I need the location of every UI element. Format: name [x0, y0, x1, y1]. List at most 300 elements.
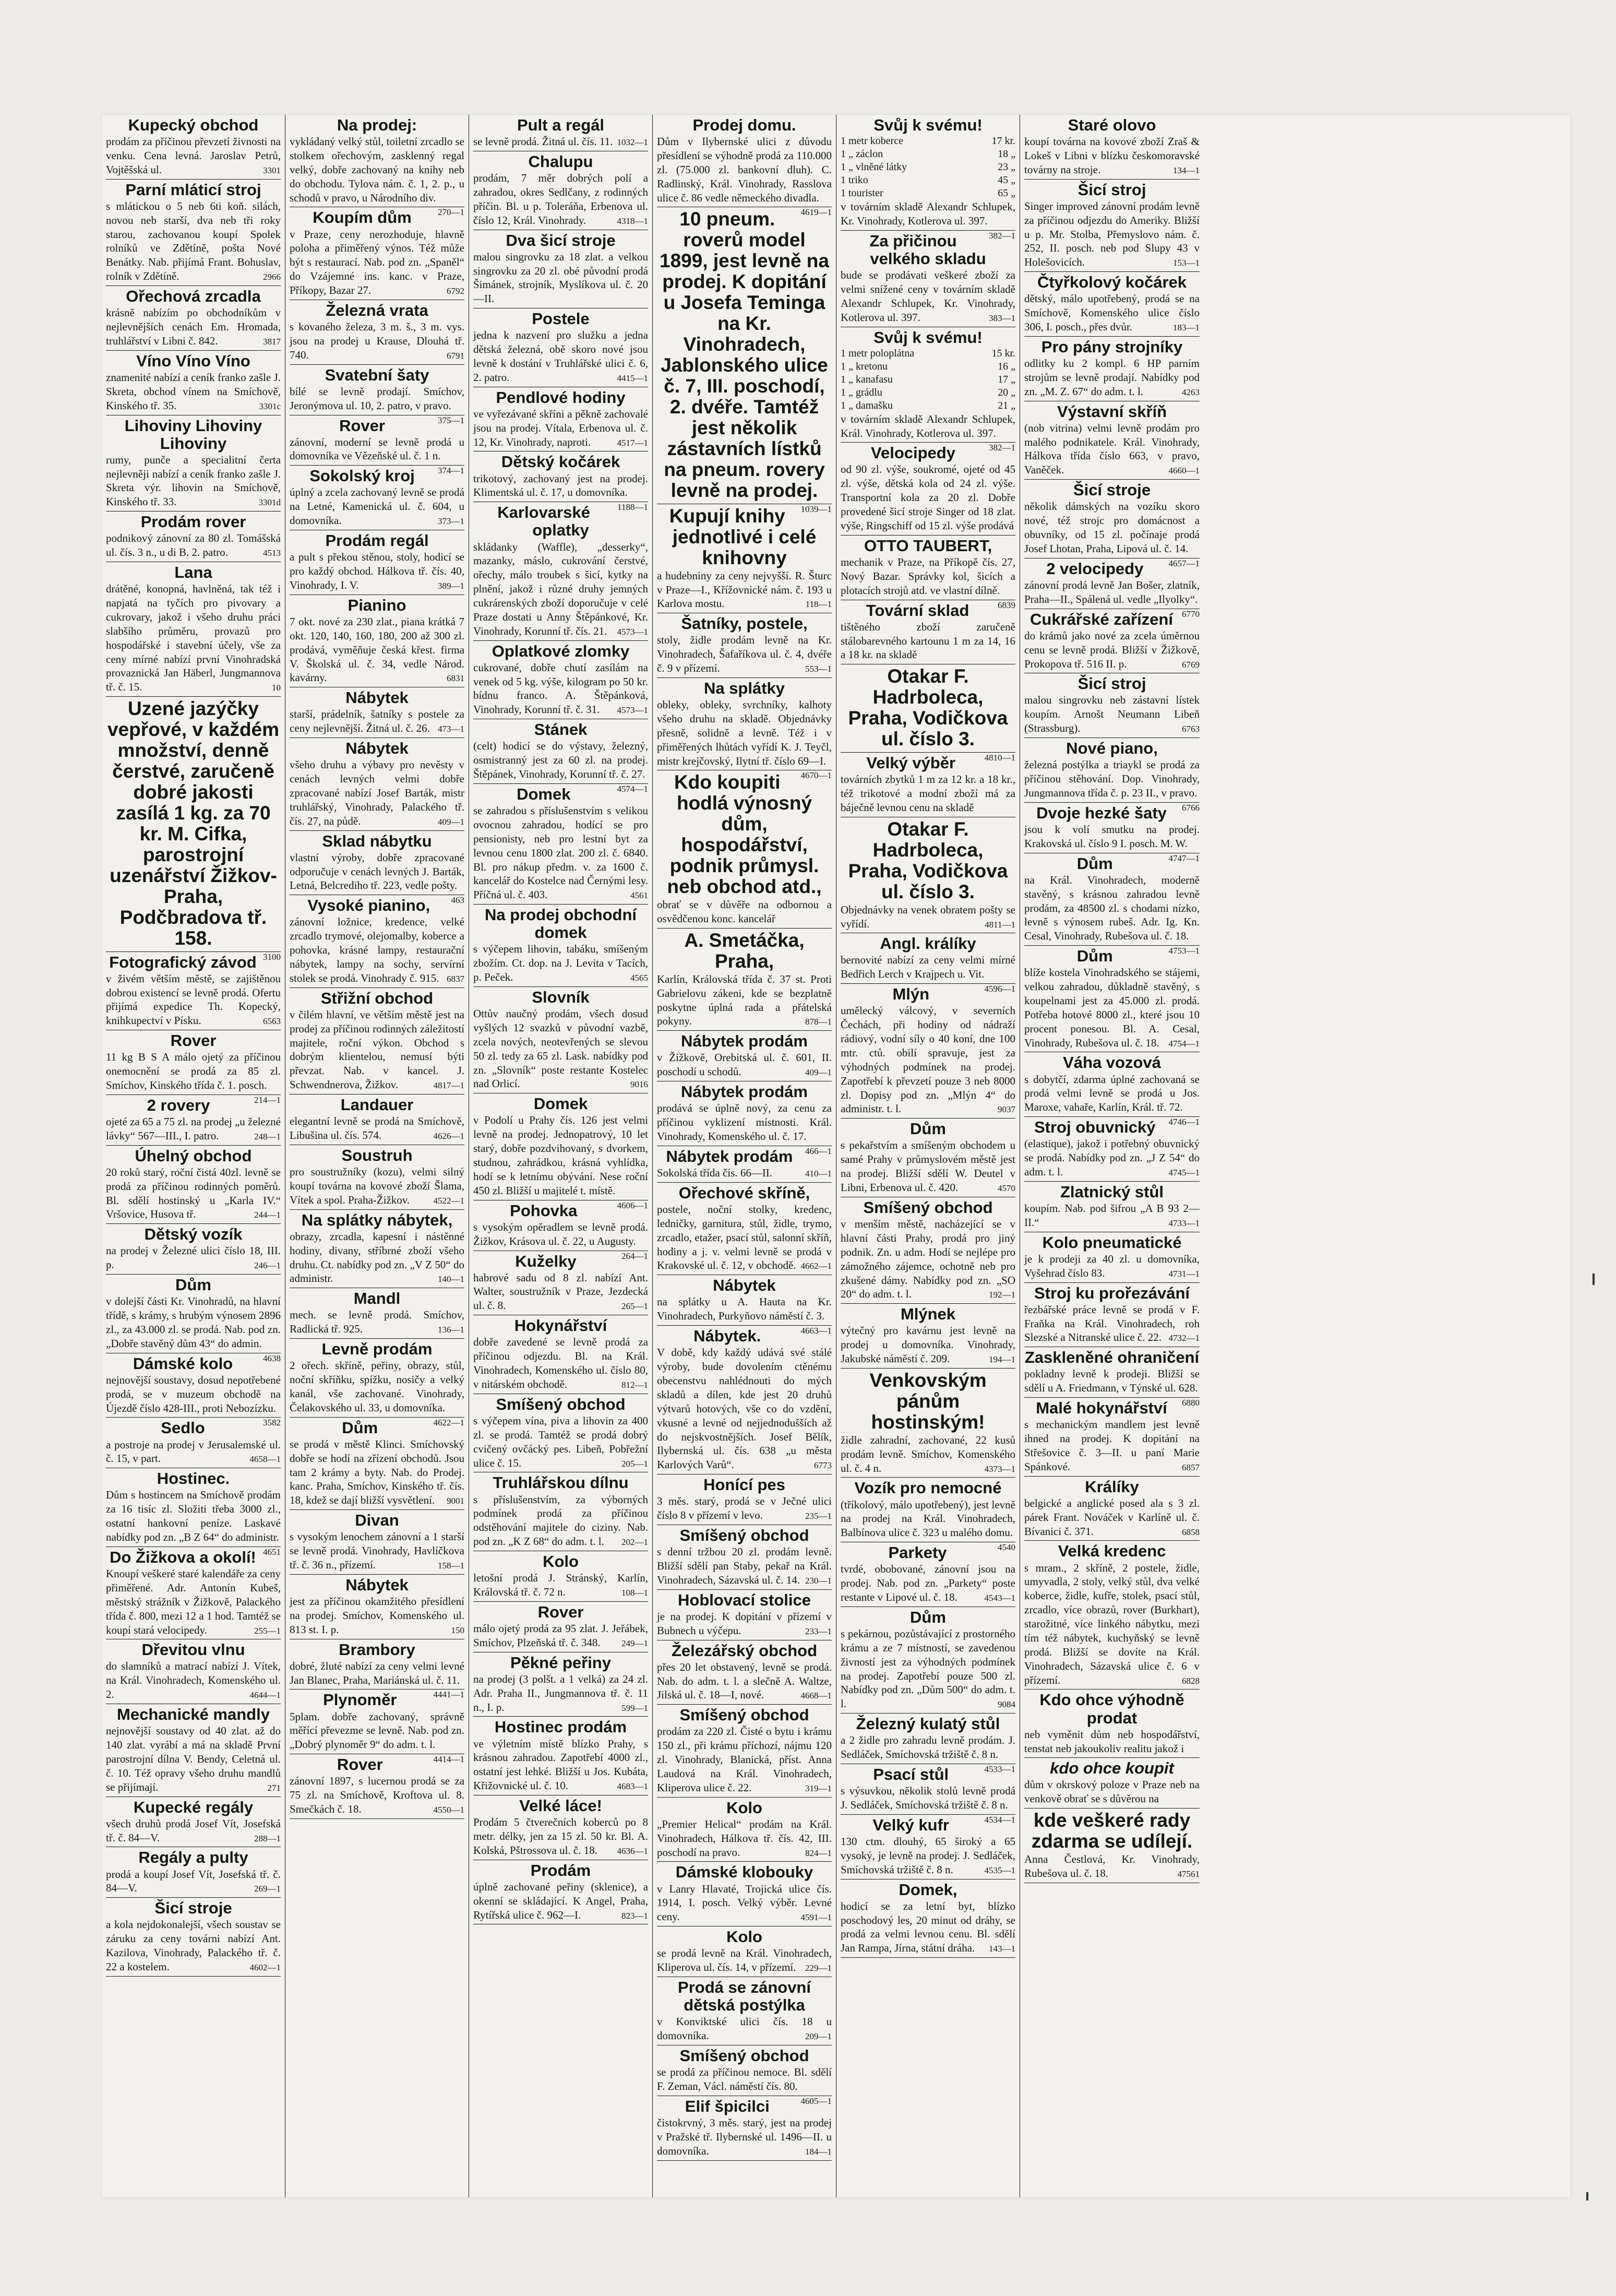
ad-headline: Nábytek — [345, 1575, 409, 1594]
ad-body: v Lanry Hlavaté, Trojická ulice čís. 1914, I. posch. Velký výběr. Levné ceny. — [657, 1882, 832, 1923]
classified-ad — [290, 1418, 464, 1510]
ad-reference-number: 319—1 — [805, 1783, 832, 1793]
ad-headline: Čtyřkolový kočárek — [1037, 273, 1187, 292]
ad-headline: Šicí stroje — [1073, 481, 1151, 499]
ad-body: s dobytčí, zdarma úplné zachovaná se prodá velmi levně se prodá u Jos. Maroxe, vahaře, Karlín, Král. tř. 72. — [1024, 1073, 1200, 1114]
ad-headline: Dva šicí stroje — [506, 231, 616, 249]
ad-reference-number: 9016 — [630, 1079, 648, 1090]
ad-body: řezbářské práce levně se prodá v F. Fraňka na Král. Vinohradech, roh Slezské a Nitranské ulice č. 22. — [1024, 1303, 1200, 1344]
ad-headline: Mlýn — [892, 985, 930, 1004]
ad-headline: 2 rovery — [147, 1096, 210, 1114]
classified-ad — [473, 987, 648, 1093]
classified-ad — [473, 1602, 648, 1652]
ad-headline: Výstavní skříň — [1057, 402, 1167, 421]
classified-ad — [657, 613, 832, 678]
price-item: 1 „ vlněné látky — [841, 161, 907, 173]
ad-body: obrazy, zrcadla, kapesní i nástěnné hodiny, divany, stříbrné zboží všeho druhu. Ct. nabídky pod zn. „V Z 50“ do administr. — [290, 1230, 464, 1285]
ad-body: Ottův naučný prodám, všech dosud vyšlých 12 svazků v původní vazbě, zcela nových, neotevřených se slevou 50 zl. tedy za 65 zl. Lask. nabídky pod zn. „Slovník“ poste restante Kostelec nad Orlicí. — [473, 1007, 648, 1090]
classified-ad — [473, 1652, 648, 1717]
ad-body: zánovní, moderní se levně prodá u domovníka ve Vězeňské ul. č. 1 n. — [290, 435, 464, 462]
ad-body: bude se prodávati veškeré zboží za velmi snížené ceny v továrním skladě Alexandr Schlupek, Kr. Vinohrady, Kotlerova ul. 397. — [841, 269, 1015, 324]
ad-body: úplný a zcela zachovaný levně se prodá na Letné, Kamenická ul. č. 604, u domovníka. — [290, 486, 464, 527]
ad-headline: Dům — [1076, 947, 1113, 966]
ad-body: prodá a koupí Josef Vít, Josefská tř. č. 84—V. — [106, 1867, 281, 1895]
ad-body: podnikový zánovní za 80 zl. Tomášská ul. čís. 3 n., u di B. 2. patro. — [106, 532, 281, 559]
classified-ad — [1024, 673, 1200, 738]
ad-body: Knoupí veškeré staré kalendáře za ceny přiměřené. Adr. Antonín Kubeš, městský strážník v Žižkově, Palackého třída č. 800, mezi 12 a 1 hod. Tamtéž se koupí stará velocipedy. — [106, 1567, 281, 1636]
price-value: 17 „ — [998, 373, 1015, 385]
ad-reference-number: 249—1 — [621, 1638, 648, 1648]
ad-headline: Železný kulatý stůl — [856, 1715, 1000, 1733]
classified-ad — [1024, 1398, 1200, 1477]
price-row — [841, 174, 1015, 187]
classified-ad — [106, 1547, 281, 1639]
classified-ad — [1024, 1809, 1200, 1883]
ad-body: s vysokým lenochem zánovní a 1 starší se levně prodá. Vinohrady, Havlíčkova tř. č. 36 n., přízemí. — [290, 1530, 464, 1571]
classified-ad — [106, 1704, 281, 1797]
ad-body: trikotový, zachovaný jest na prodej. Klimentská ul. č. 17, u domovníka. — [473, 472, 648, 499]
ad-reference-number: 10 — [272, 683, 281, 693]
ad-body: nejnovější soustavy od 40 zlat. až do 140 zlat. vyrábí a má na skladě První parostrojní dílna V. Bendy, Celetná ul. č. 10. Též opravy všeho druhu mandlů se přijímají. — [106, 1724, 281, 1793]
classified-ad — [1024, 1052, 1200, 1127]
ad-body: pro soustružníky (kozu), velmi silný koupí továrna na kovové zboží Šlama, Vítek a spol. Praha-Žižkov. — [290, 1165, 464, 1206]
ad-reference-number: 4517—1 — [617, 437, 648, 448]
ad-body: dětský, málo upotřebený, prodá se na Smíchově, Komenského ulice číslo 306, I. posch., přes dvůr. — [1024, 292, 1200, 334]
ad-headline: Na splátky nábytek, — [301, 1210, 453, 1229]
ad-body: několik dámských na vozíku skoro nové, též strojc pro domácnost a obuvníky, od 15 zl. počínaje prodá Josef Lhotan, Praha, Lipová ul. č. 14. — [1024, 500, 1200, 555]
classified-ad — [657, 115, 832, 218]
ad-headline: Plynoměr — [323, 1691, 397, 1709]
price-item: 1 „ záclon — [841, 148, 883, 160]
ad-reference-number: 4561 — [630, 890, 648, 901]
classified-ad — [841, 1119, 1015, 1197]
ad-headline: Pendlové hodiny — [496, 388, 626, 407]
price-row — [841, 187, 1015, 200]
ad-body: a kola nejdokonalejší, všech soustav se záruku za ceny továrni nabízí Ant. Kazilova, Vinohrady, Palackého tř. č. 22 a kostelem. — [106, 1918, 281, 1973]
classified-ad — [657, 1031, 832, 1081]
ad-body: vlastní výroby, dobře zpracované odporučuje v cenách levných J. Barták, Letná, Belcrediho tř. 223, vedle pošty. — [290, 851, 464, 892]
ad-headline: Hokynářství — [514, 1316, 607, 1335]
ad-body: na Král. Vinohradech, moderně stavěný, s krásnou zahradou levně prodám, za 48500 zl. s chodami nízko, levně s výnosem rubeš. Adr. Ig. Kn. Cesal, Vinohrady, Rubešova ul. č. 18. — [1024, 873, 1200, 943]
ad-headline: Velký kufr — [872, 1815, 949, 1834]
ad-body: všech druhů prodá Josef Vít, Josefská tř. č. 84—V. — [106, 1817, 281, 1844]
classified-ad — [106, 1146, 281, 1224]
classified-ad — [290, 988, 464, 1095]
ad-reference-number: 823—1 — [621, 1910, 648, 1921]
ad-headline: Šicí stroje — [154, 1899, 232, 1918]
ad-headline: Divan — [355, 1511, 399, 1530]
classified-ad — [106, 511, 281, 562]
ad-headline: Dřevitou vlnu — [141, 1640, 245, 1659]
classified-ad — [290, 1288, 464, 1339]
ad-body: jest za příčinou okamžitého přesídlení na prodej. Smíchov, Komenského ul. 813 st. I. p. — [290, 1595, 464, 1636]
ad-reference-number: 4318—1 — [617, 216, 648, 226]
classified-ad — [841, 443, 1015, 535]
ad-reference-number: 3100 — [263, 951, 281, 962]
ad-headline: Kdo koupiti hodlá výnosný dům, hospodářství, podnik průmysl. neb obchod atd., — [667, 771, 822, 898]
ad-reference-number: 209—1 — [805, 2031, 832, 2042]
ad-headline: Malé hokynářství — [1036, 1399, 1167, 1418]
ad-body: prodává se úplně nový, za cenu za příčinou vyklizení místnosti. Král. Vinohrady, Komenského ul. č. 17. — [657, 1102, 832, 1143]
ad-headline: Smíšený obchod — [679, 1526, 809, 1545]
ad-body: 20 roků starý, roční čistá 40zl. levně se prodá za příčinou rodinných poměrů. Bl. sdělí hostinský u „Karla IV.“ Vršovice, Husova tř. — [106, 1165, 281, 1221]
ad-body: hodicí se za letní byt, blízko poschodový les, 20 minut od dráhy, se prodá za velmi levnou cenu. Bl. sdělí Jan Rampa, Jírna, státní dráha. — [841, 1899, 1015, 1955]
ad-headline: Pro pány strojníky — [1041, 337, 1183, 356]
ad-reference-number: 47561 — [1177, 1869, 1200, 1879]
classified-ad — [106, 115, 281, 180]
ad-reference-number: 4619—1 — [800, 207, 832, 218]
ad-headline: Rover — [537, 1602, 584, 1621]
ad-headline: Pult a regál — [517, 116, 605, 134]
ad-headline: Stroj ku prořezávání — [1034, 1283, 1190, 1302]
ad-headline: Do Žižkova a okolí! — [110, 1548, 256, 1566]
price-value: 17 kr. — [991, 135, 1015, 147]
ad-headline: Nábytek prodám — [666, 1147, 793, 1165]
ad-reference-number: 136—1 — [438, 1325, 464, 1335]
ad-headline: Svůj k svému! — [873, 116, 983, 134]
column-2 — [285, 115, 469, 2197]
ad-body-address: v továrním skladě Alexandr Schlupek, Kr. Vinohrady, Kotlerova ul. 397. — [841, 200, 1015, 227]
ad-body: v Praze, ceny nerozhoduje, hlavně poloha a přiměřený výnos. Též může být s restaurací. Nab. pod zn. „Spaněl“ do Vzájemné ins. kanc. v Praze, Příkopy, Bazar 27. — [290, 228, 464, 297]
ad-reference-number: 410—1 — [805, 1169, 832, 1179]
ad-headline: Nové piano, — [1066, 739, 1158, 758]
ad-headline: Pianino — [348, 596, 406, 614]
ad-headline: Mandl — [353, 1289, 401, 1308]
ad-body: s mram., 2 skříně, 2 postele, židle, umyvadla, 2 stoly, velký stůl, dva velké koberce, židle, kufře, stolek, psací stůl, zrcadlo, více obrazů, rover (Burkhart), starožitné, více linkého nábytku, mezi tím též nábytek, kuchyňský se levně prodá. Bližší se dovíte na Král. Vinohradech, Sázavská ulice č. 6 v přízemí. — [1024, 1561, 1200, 1686]
ad-body: rumy, punče a specialitní čerta nejlevněji nabízí a ceník franko zašle J. Skreta výr. lihovin na Smíchově, Kinského tř. 33. — [106, 453, 281, 508]
ad-body: a postroje na prodej v Jerusalemské ul. č. 15, v part. — [106, 1438, 281, 1465]
ad-reference-number: 194—1 — [989, 1354, 1015, 1365]
ad-body: málo ojetý prodá za 95 zlat. J. Jeřábek, Smíchov, Plzeňská tř. č. 348. — [473, 1622, 648, 1649]
classified-ad — [657, 1081, 832, 1156]
price-row — [841, 347, 1015, 360]
ad-body: tištěného zboží zaručeně stálobarevného kartounu 1 m za 14, 16 a 18 kr. na skladě — [841, 620, 1015, 661]
ad-headline: Kolo — [543, 1552, 579, 1571]
classified-ad — [657, 770, 832, 928]
ad-headline: Smíšený obchod — [863, 1198, 993, 1217]
ad-reference-number: 4732—1 — [1168, 1333, 1200, 1343]
price-value: 20 „ — [998, 386, 1015, 398]
ad-headline: Slovník — [532, 988, 590, 1006]
ad-headline: Domek — [517, 784, 571, 803]
ad-body: v živém větším městě, se zajištěnou dobrou existencí se levně prodá. Ofertu přijímá expedice Th. Kopecký, knihkupectví v Písku. — [106, 972, 281, 1027]
ad-reference-number: 4636—1 — [617, 1846, 648, 1856]
ad-headline: Váha vozová — [1063, 1053, 1161, 1072]
ad-headline: Truhlářskou dílnu — [493, 1473, 629, 1492]
classified-ad — [290, 1510, 464, 1575]
ad-headline: Nábytek — [345, 739, 409, 758]
ad-body: 7 okt. nové za 230 zlat., piana krátká 7 okt. 120, 140, 160, 180, 200 až 300 zl. prodává, vyměňuje česká křest. firma V. Školská ul. č. 34, vedle Národ. kavárny. — [290, 615, 464, 684]
classified-ad — [473, 1717, 648, 1795]
ad-body: mech. se levně prodá. Smíchov, Radlická tř. 925. — [290, 1308, 464, 1336]
ad-headline: Regály a pulty — [138, 1848, 248, 1867]
ad-reference-number: 269—1 — [254, 1884, 281, 1894]
ad-headline: Dámské kolo — [133, 1354, 233, 1373]
ad-reference-number: 230—1 — [805, 1575, 832, 1586]
classified-ad — [1024, 480, 1200, 568]
ad-reference-number: 4414—1 — [433, 1754, 464, 1765]
ad-reference-number: 4573—1 — [617, 705, 648, 716]
classified-ad — [841, 536, 1015, 610]
ad-headline: Ořechové skříně, — [678, 1183, 810, 1202]
classified-ad — [657, 1183, 832, 1275]
classified-ad — [657, 1926, 832, 1977]
ad-headline: Prodám regál — [325, 531, 429, 550]
ad-body: se prodá levně na Král. Vinohradech, Kliperova ul. čís. 14, v přízemí. — [657, 1947, 832, 1974]
classified-ad — [841, 115, 1015, 241]
ad-headline: Smíšený obchod — [679, 2046, 809, 2065]
ad-reference-number: 265—1 — [621, 1301, 648, 1312]
price-item: 1 tourister — [841, 187, 883, 199]
price-row — [841, 399, 1015, 412]
ad-reference-number: 6831 — [447, 673, 464, 684]
price-item: 1 „ kanafasu — [841, 373, 893, 385]
classified-ad — [106, 415, 281, 512]
price-value: 23 „ — [998, 161, 1015, 173]
ad-reference-number: 158—1 — [438, 1561, 464, 1571]
ad-reference-number: 373—1 — [438, 516, 464, 527]
classified-ad — [290, 738, 464, 830]
ad-headline: Dům — [910, 1120, 946, 1138]
ad-reference-number: 4663—1 — [800, 1326, 832, 1336]
price-item: 1 metr koberce — [841, 135, 903, 147]
ad-headline: A. Smetáčka, Praha, — [684, 929, 805, 972]
ad-body: ojeté za 65 a 75 zl. na prodej „u železné lávky“ 567—III., I. patro. — [106, 1115, 281, 1142]
classified-ad — [657, 207, 832, 514]
ad-reference-number: 4602—1 — [249, 1962, 281, 1972]
classified-ad — [290, 895, 464, 988]
ad-headline: Pěkné peřiny — [510, 1653, 611, 1672]
ad-body: čistokrvný, 3 měs. starý, jest na prodej v Pražské tř. Ilybernské ul. 1496—II. u domovníka. — [657, 2116, 832, 2157]
ad-headline: Otakar F. Hadrboleca, Praha, Vodičkova ul. číslo 3. — [848, 665, 1008, 750]
price-value: 65 „ — [998, 187, 1015, 199]
ad-headline: Hostinec prodám — [494, 1718, 627, 1736]
ad-body: Objednávky na venek obratem pošty se vyřídí. — [841, 903, 1015, 930]
scan-margin-mark — [1593, 1274, 1595, 1285]
classified-ad — [657, 1862, 832, 1926]
classified-ad — [473, 1795, 648, 1860]
ad-headline: Cukrářské zařízení — [1030, 610, 1173, 628]
classified-ad — [657, 1474, 832, 1525]
ad-body: cukrované, dobře chutí zasílám na venek od 5 kg. výše, kilogram po 50 kr. bídnu franco. A. Štěpánková, Vinohrady, Korunní tř. č. 31. — [473, 661, 648, 716]
ad-headline: Šatníky, postele, — [681, 614, 808, 633]
ad-headline: Nábytek — [713, 1276, 776, 1295]
ad-headline: Kupecký obchod — [128, 116, 259, 134]
classified-ad — [657, 1275, 832, 1336]
ad-reference-number: 6563 — [263, 1016, 281, 1027]
ad-headline: Chalupu — [528, 152, 593, 171]
ad-reference-number: 553—1 — [805, 664, 832, 674]
ad-reference-number: 6858 — [1182, 1527, 1200, 1537]
ad-body: úplně zachované peřiny (sklenice), a okenní se skládající. K Angel, Praha, Rytířská ulice č. 962—I. — [473, 1880, 648, 1921]
ad-headline: Dům — [1076, 854, 1113, 873]
ad-headline: Uzené jazýčky vepřové, v každém množství, denně čerstvé, zaručeně dobré jakosti zasílá 1 kg. za 70 kr. M. Cifka, parostrojní uzenářství Žižkov-Praha, Podčbradova tř. 158. — [107, 698, 280, 949]
ad-body: prodám, 7 měr dobrých polí a zahradou, okres Sedlčany, z rodinných příčin. Bl. u p. Toleráňa, Erbenova ul. číslo 12, Král. Vinohrady. — [473, 172, 648, 227]
ad-body: Anna Čestlová, Kr. Vinohrady, Rubešova ul. č. 18. — [1024, 1853, 1200, 1879]
ad-body: Karlín, Královská třída č. 37 st. Proti Gabrielovu zákeni, kde se bezplatně poskytne úplná rada a přátelská pokyny. — [657, 972, 832, 1028]
classified-ad — [1024, 1283, 1200, 1348]
ad-reference-number: 812—1 — [621, 1379, 648, 1390]
ad-headline: Dům — [910, 1608, 946, 1626]
ad-reference-number: 4638 — [263, 1353, 281, 1363]
ad-body: neb vyměnit dům neb hospodářství, tenstat neb jakoukoliv realitu jakož i — [1024, 1728, 1200, 1755]
ad-body: Prodám 5 čtverečních koberců po 8 metr. délky, jen za 15 zl. 50 kr. Bl. A. Kolská, Pštrossova ul. č. 18. — [473, 1816, 648, 1857]
ad-reference-number: 466—1 — [805, 1146, 832, 1156]
ad-reference-number: 6839 — [998, 600, 1015, 610]
column-1 — [102, 115, 285, 2197]
price-row — [841, 373, 1015, 386]
ad-headline: Prodám rover — [140, 513, 246, 531]
price-value: 21 „ — [998, 399, 1015, 411]
ad-reference-number: 1032—1 — [617, 137, 648, 148]
classified-ad — [473, 1394, 648, 1473]
ad-headline: Nábytek prodám — [681, 1032, 808, 1051]
ad-body: zánovní prodá levně Jan Bošer, zlatník, Praha—II., Spálená ul. vedle „Ilyolky“. — [1024, 578, 1200, 605]
ad-headline: Prodej domu. — [692, 116, 796, 134]
ad-headline: Honící pes — [703, 1476, 785, 1494]
ad-headline: Smíšený obchod — [496, 1395, 626, 1413]
classified-ad — [106, 1797, 281, 1848]
ad-body: Dům v Ilybernské ulici z důvodu přesídlení se výhodně prodá za 110.000 zl. (75.000 zl. bankovní dluh). C. Radlinský, Král. Vinohrady, Rasslova ulice č. 86 vedle německého divadla. — [657, 135, 832, 204]
classified-ad — [841, 1607, 1015, 1714]
ad-reference-number: 248—1 — [254, 1131, 281, 1141]
ad-body: koupím. Nab. pod šifrou „A B 93 2—II.“ — [1024, 1202, 1200, 1229]
ad-body: se levně prodá. Žitná ul. čís. 11. — [473, 135, 613, 148]
classified-ad — [1024, 946, 1200, 1052]
price-row — [841, 161, 1015, 174]
ad-headline: Parkety — [888, 1543, 947, 1562]
ad-reference-number: 202—1 — [621, 1537, 648, 1548]
ad-headline: Dětský kočárek — [501, 453, 620, 471]
ad-reference-number: 374—1 — [438, 466, 464, 476]
ad-reference-number: 4441—1 — [433, 1690, 464, 1700]
ad-body: s pekařstvím a smíšeným obchodem u samé Prahy v průmyslovém městě jest na prodej. Bližší sdělí W. Deutel v Libni, Erbenova ul. č. 420. — [841, 1139, 1015, 1194]
ad-headline: Venkovským pánům hostinským! — [869, 1369, 987, 1433]
ad-reference-number: 4810—1 — [984, 753, 1015, 763]
ad-reference-number: 4415—1 — [617, 373, 648, 383]
ad-body: prodám za příčinou převzetí živnosti na venku. Cena levná. Jaroslav Petrů, Vojtěšská ul. — [106, 135, 281, 176]
ad-reference-number: 4565 — [630, 973, 648, 983]
classified-ad — [657, 1640, 832, 1705]
classified-ad — [1024, 1232, 1200, 1283]
ad-headline: Hoblovací stolice — [678, 1590, 811, 1609]
ad-reference-number: 184—1 — [805, 2146, 832, 2157]
ad-reference-number: 3301d — [258, 497, 281, 508]
ad-reference-number: 6837 — [447, 973, 464, 984]
ad-reference-number: 4622—1 — [433, 1417, 464, 1427]
classified-ad — [290, 1145, 464, 1210]
ad-headline: kde veškeré rady zdarma se udílejí. — [1031, 1810, 1193, 1852]
ad-body: v menším městě, nacházející se v hlavní části Prahy, prodá pro jiný podnik. Zn. u adm. Hodí se nejlépe pro zámožného zájemce, ochotně neb pro zkušené dámy. Nabídky pod zn. „SO 20“ do adm. t. l. — [841, 1218, 1015, 1301]
classified-ad — [841, 231, 1015, 327]
ad-headline: kdo ohce koupit — [1050, 1759, 1174, 1778]
classified-ad — [1024, 803, 1200, 863]
ad-reference-number: 6770 — [1182, 609, 1200, 619]
ad-reference-number: 375—1 — [438, 415, 464, 425]
ad-body: s výsuvkou, několik stolů levně prodá J. Sedláček, Smíchovská tržiště č. 8 n. — [841, 1785, 1015, 1812]
classified-ad — [841, 1542, 1015, 1607]
ad-headline: Sklad nábytku — [322, 831, 432, 850]
ad-body: bernovité nabízí za ceny velmi mírné Bedřich Lerch v Krajpech u. Vit. — [841, 954, 1015, 981]
classified-ad — [1024, 180, 1200, 272]
ad-headline: Lihoviny Lihoviny Lihoviny — [124, 416, 262, 453]
ad-body: přes 20 let obstavený, levně se prodá. Nab. do adm. t. l. a slečně A. Waltze, Jilská ul. č. 18—I, nové. — [657, 1660, 832, 1702]
ad-body: ve výletním místě blízko Prahy, s krásnou zahradou. Zapotřebí 4000 zl., ostatní jest lehké. Bližší u Jos. Kubáta, Křižovnické ul. č. 10. — [473, 1737, 648, 1792]
classified-ad — [841, 1304, 1015, 1369]
classified-ad — [841, 600, 1015, 665]
classified-ad — [473, 784, 648, 905]
ad-reference-number: 409—1 — [805, 1067, 832, 1078]
ad-reference-number: 3301c — [259, 401, 281, 411]
classified-ad — [106, 562, 281, 697]
ad-body: v čilém hlavní, ve větším městě jest na prodej za příčinou rodinných záležitostí majitele, roční výkon. Obchod s dobrým klientelou, nemusí býti převzat. Nab. v kancel. J. Schwendnerova, Žižkov. — [290, 1008, 464, 1091]
ad-headline: Stánek — [534, 720, 588, 739]
classified-ad — [473, 1860, 648, 1925]
ad-headline: Svůj k svému! — [873, 328, 983, 347]
classified-ad — [290, 595, 464, 687]
ad-reference-number: 4668—1 — [800, 1691, 832, 1701]
ad-body: blíže kostela Vinohradského se stájemi, velkou zahradou, důkladně stavěný, s koupelnami jest za 45.000 zl. prodá. Potřeba hotové 8000 zl., které jsou 10 procent ponesou. Bl. A. Cesal, Vinohrady, Rubešova ul. č. 18. — [1024, 966, 1200, 1049]
ad-headline: Velocipedy — [871, 444, 955, 462]
ad-headline: Karlovarské oplatky — [497, 503, 590, 540]
classified-ad — [657, 1798, 832, 1862]
ad-body: a 2 židle pro zahradu levně prodám. J. Sedláček, Smíchovská tržiště č. 8 n. — [841, 1734, 1015, 1761]
ad-reference-number: 4605—1 — [800, 2096, 832, 2106]
ad-body: V době, kdy každý udává své stálé výroby, bude dovolením ctěnému obecenstvu nahlédnouti do mých skladů a dílen, kde jest 20 druhů výtvarů hotových, vše co do vzdění, vkusné a levné od nejjednodušších až do nejskvostnějších. Josef Bělík, Ilybernská ul. čís. 638 „u města Karlových Varů“. — [657, 1346, 832, 1471]
ad-reference-number: 229—1 — [805, 1963, 832, 1973]
classified-ad — [1024, 337, 1200, 401]
classified-ad — [290, 1210, 464, 1289]
ad-reference-number: 140—1 — [438, 1274, 464, 1284]
ad-headline: Landauer — [340, 1096, 414, 1114]
ad-body: 130 ctm. dlouhý, 65 široký a 65 vysoký, je levně na prodej. J. Sedláček, Smíchovská tržiště č. 8 n. — [841, 1835, 1015, 1876]
ad-body: 3 měs. starý, prodá se v Ječné ulici číslo 8 v přízemí v levo. — [657, 1495, 832, 1522]
ad-body: mechanik v Praze, na Příkopě čís. 27, Nový Bazar. Správky kol, šicích a plotacích strojů atd. ve vlastní dílně. — [841, 555, 1015, 597]
ad-headline: Nábytek prodám — [681, 1082, 808, 1101]
classified-ad — [1024, 1690, 1200, 1758]
ad-reference-number: 235—1 — [805, 1511, 832, 1521]
ad-reference-number: 4658—1 — [249, 1454, 281, 1465]
ad-body: s pekárnou, pozůstávající z prostorného krámu a ze 7 místností, se zavedenou živností jest za výhodných podmínek na prodej. Zapotřebí pouze 500 zl. Nabídky pod zn. „Dům 500“ do adm. t. l. — [841, 1627, 1015, 1710]
classified-ad — [657, 504, 832, 613]
ad-headline: 2 velocipedy — [1046, 559, 1144, 578]
ad-reference-number: 4657—1 — [1168, 558, 1200, 568]
ad-reference-number: 9001 — [447, 1496, 464, 1506]
ad-headline: Zlatnický stůl — [1060, 1182, 1164, 1201]
ad-body: do krámů jako nové za zcela úměrnou cenu se levně prodá. Bližší v Žižkově, Prokopova tř. 516 II. p. — [1024, 629, 1200, 670]
ad-body: 5plam. dobře zachovaný, správně měřící převezme se levně. Nab. pod zn. „Dobrý plynoměr 9“ do adm. t. l. — [290, 1710, 464, 1751]
ad-headline: Nábytek — [345, 688, 409, 707]
classified-ad — [473, 115, 648, 151]
price-value: 18 „ — [998, 148, 1015, 160]
ad-headline: OTTO TAUBERT, — [864, 536, 992, 555]
ad-reference-number: 9084 — [998, 1699, 1015, 1710]
ad-reference-number: 409—1 — [438, 816, 464, 827]
ad-reference-number: 4606—1 — [617, 1200, 648, 1210]
ad-headline: Dámské klobouky — [675, 1863, 813, 1882]
ad-body: postele, noční stolky, kredenc, ledničky, garnitura, stůl, židle, trymo, zrcadlo, etažer, psací stůl, salonní skříň, hodiny a j. v. velmi levně se prodá v Krakovské ul. č. 12, v obchodě. — [657, 1203, 832, 1272]
ad-headline: Králíky — [1085, 1477, 1139, 1496]
ad-body: se zahradou s příslušenstvím s velikou ovocnou zahradou, hodící se pro pensionisty, neb pro lestní byt za levnou cenu 1800 zlat. 200 zl. č. 6840. Bl. pro nákup předm. v. za 1600 č. kancelář do Kostelce nad Černými lesy. Příčná ul. č. 403. — [473, 804, 648, 901]
price-item: 1 „ grádlu — [841, 386, 882, 398]
ad-body: (tříkolový, málo upotřebený), jest levně na prodej na Král. Vinohradech, Balbínova ulice č. 323 u malého domu. — [841, 1498, 1015, 1539]
ad-body: v dolejší části Kr. Vinohradů, na hlavní třídě, s krámy, s hrubým výnosem 2896 zl., za 43.000 zl. se prodá. Nab. pod zn. „Dobře stavěný dům 43“ do admin. — [106, 1295, 281, 1350]
ad-body: Sokolská třída čís. 66—II. — [657, 1167, 773, 1180]
classified-ad — [473, 1315, 648, 1394]
ad-reference-number: 205—1 — [621, 1458, 648, 1469]
ad-body: krásně nabízím po obchodníkům v nejlevnějších cenách Em. Hromada, truhlářství v Libni č. 842. — [106, 306, 281, 347]
ad-headline: Sedlo — [161, 1419, 205, 1437]
